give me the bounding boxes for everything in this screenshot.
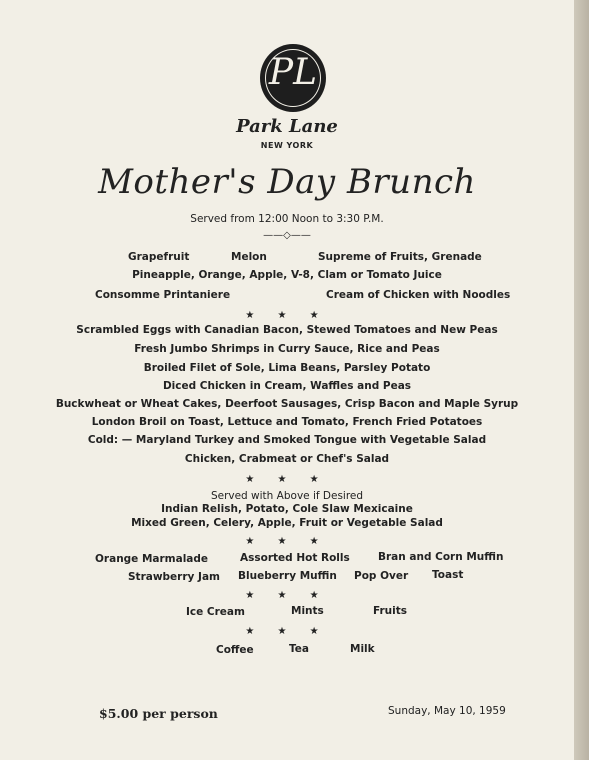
dessert-item: Mints: [291, 605, 324, 617]
star-divider: ★ ★ ★: [245, 590, 329, 601]
dessert-item: Fruits: [373, 605, 408, 617]
beverage-item: Milk: [350, 643, 375, 655]
entree-item: Buckwheat or Wheat Cakes, Deerfoot Sausages, Crisp Bacon and Maple Syrup: [55, 398, 519, 410]
sides-heading: Served with Above if Desired: [210, 490, 364, 502]
entree-item: Cold: — Maryland Turkey and Smoked Tongue with Vegetable Salad: [87, 434, 487, 446]
bread-item: Pop Over: [354, 570, 409, 582]
star-divider: ★ ★ ★: [245, 474, 329, 485]
bread-item: Bran and Corn Muffin: [378, 551, 504, 563]
beverage-item: Tea: [289, 643, 309, 655]
beverage-item: Coffee: [216, 644, 254, 656]
menu-item: Melon: [231, 251, 267, 263]
entree-item: London Broil on Toast, Lettuce and Tomato, French Fried Potatoes: [91, 416, 483, 428]
price-label: $5.00 per person: [99, 706, 218, 721]
brand-city: NEW YORK: [260, 141, 314, 150]
bread-item: Orange Marmalade: [95, 553, 209, 565]
bread-item: Assorted Hot Rolls: [240, 552, 350, 564]
star-divider: ★ ★ ★: [245, 626, 329, 637]
star-divider: ★ ★ ★: [245, 310, 329, 321]
entree-item: Chicken, Crabmeat or Chef's Salad: [184, 453, 390, 465]
entree-item: Diced Chicken in Cream, Waffles and Peas: [162, 380, 412, 392]
logo-monogram: PL: [268, 52, 318, 93]
menu-title: Mother's Day Brunch: [98, 162, 476, 202]
sides-item: Mixed Green, Celery, Apple, Fruit or Vegetable Salad: [131, 517, 443, 529]
entree-item: Fresh Jumbo Shrimps in Curry Sauce, Rice and Peas: [134, 343, 440, 355]
serving-hours: Served from 12:00 Noon to 3:30 P.M.: [190, 213, 384, 225]
menu-item: Grapefruit: [128, 251, 190, 263]
menu-date: Sunday, May 10, 1959: [388, 705, 506, 717]
star-divider: ★ ★ ★: [245, 536, 329, 547]
dessert-item: Ice Cream: [186, 606, 245, 618]
menu-item: Pineapple, Orange, Apple, V-8, Clam or Tomato Juice: [132, 269, 442, 281]
ornament-divider: ——◇——: [263, 230, 311, 241]
menu-item: Consomme Printaniere: [95, 289, 231, 301]
bread-item: Strawberry Jam: [128, 571, 220, 583]
entree-item: Broiled Filet of Sole, Lima Beans, Parsley Potato: [143, 362, 431, 374]
menu-item: Cream of Chicken with Noodles: [326, 289, 511, 301]
brand-name: Park Lane: [236, 116, 338, 137]
bread-item: Blueberry Muffin: [238, 570, 337, 582]
page-edge: [574, 0, 589, 760]
sides-item: Indian Relish, Potato, Cole Slaw Mexicaine: [161, 503, 413, 515]
entree-item: Scrambled Eggs with Canadian Bacon, Stewed Tomatoes and New Peas: [76, 324, 498, 336]
bread-item: Toast: [432, 569, 464, 581]
menu-item: Supreme of Fruits, Grenade: [318, 251, 482, 263]
